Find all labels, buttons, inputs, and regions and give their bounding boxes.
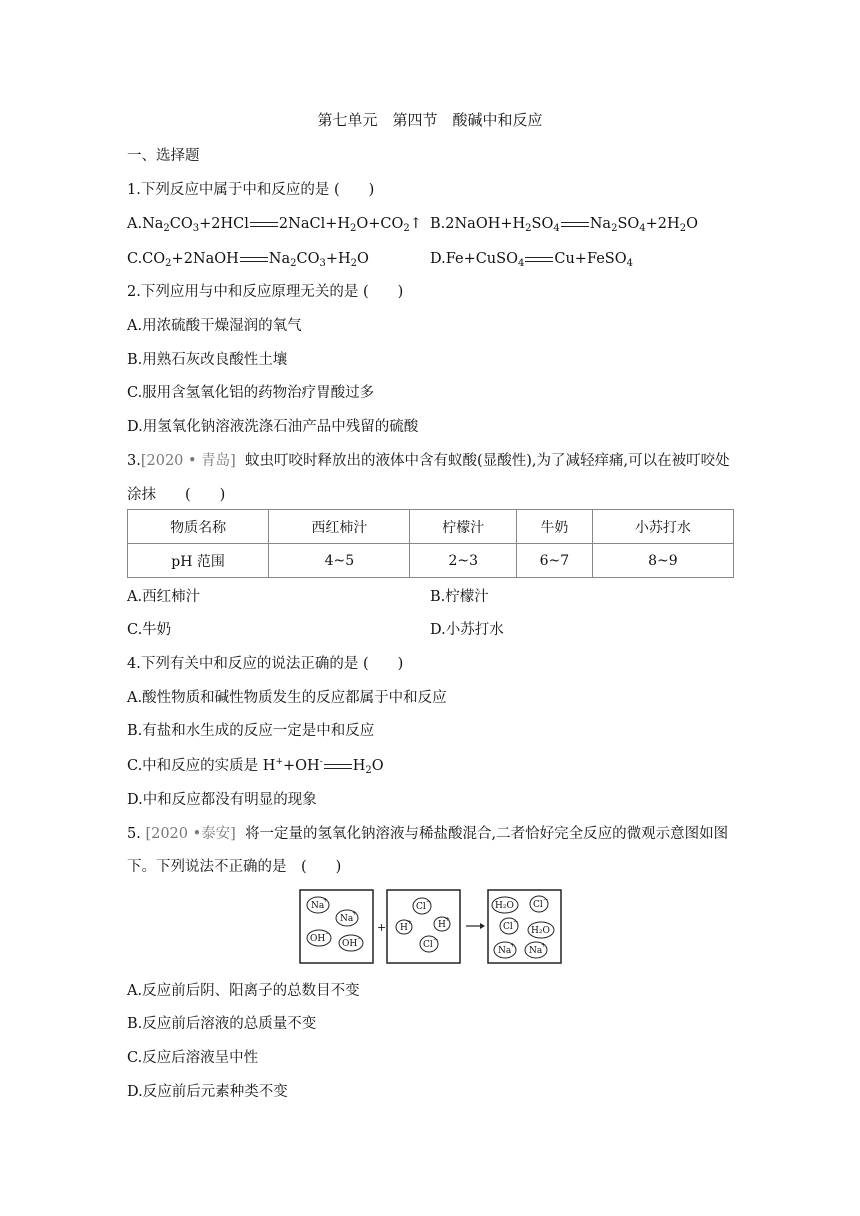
svg-text:+: + <box>407 919 413 926</box>
ion-h <box>434 916 450 931</box>
table-cell: 物质名称 <box>128 510 269 544</box>
ion-cl <box>530 896 548 912</box>
svg-text:Cl: Cl <box>533 900 543 910</box>
ion-cl <box>413 898 431 914</box>
arrow-head-icon <box>480 923 485 929</box>
svg-text:H: H <box>438 920 446 930</box>
ion-cl <box>420 936 438 952</box>
ion-na <box>336 910 358 926</box>
equals-sign <box>324 764 352 769</box>
q3-option-c: C.牛奶 <box>127 622 172 638</box>
q3-option-b: B.柠檬汁 <box>430 589 489 605</box>
plus-sign: + <box>377 921 387 934</box>
q2-option-c: C.服用含氢氧化铝的药物治疗胃酸过多 <box>127 385 375 401</box>
q5-option-c: C.反应后溶液呈中性 <box>127 1050 259 1066</box>
svg-text:H₂O: H₂O <box>495 901 514 911</box>
equals-sign <box>250 222 278 227</box>
table-cell: 8~9 <box>592 544 733 578</box>
q1-option-a: $A.Na_2CO_3+2HCl$ $2NaCl+H_2O+CO_2↑$ <box>127 216 422 234</box>
q2-option-d: D.用氢氧化钠溶液洗涤石油产品中残留的硫酸 <box>127 419 419 435</box>
svg-text:+: + <box>541 942 547 949</box>
q2-option-b: B.用熟石灰改良酸性土壤 <box>127 352 288 368</box>
q4-option-b: B.有盐和水生成的反应一定是中和反应 <box>127 723 375 739</box>
q2-stem: 2.下列应用与中和反应原理无关的是 ( ) <box>127 284 404 300</box>
q1-option-c: $C.CO_2+2NaOH$ $Na_2CO_3+H_2O$ <box>127 251 369 269</box>
table-cell: 2~3 <box>410 544 517 578</box>
table-cell: 西红柿汁 <box>269 510 410 544</box>
svg-text:+: + <box>510 942 516 949</box>
q4-option-a: A.酸性物质和碱性物质发生的反应都属于中和反应 <box>127 690 447 706</box>
svg-text:Na: Na <box>529 946 543 956</box>
table-cell: 6~7 <box>517 544 593 578</box>
q3-option-a: A.西红柿汁 <box>127 589 201 605</box>
q4-option-d: D.中和反应都没有明显的现象 <box>127 792 317 808</box>
svg-text:+: + <box>323 897 329 904</box>
ion-oh <box>307 930 331 946</box>
svg-text:−: − <box>426 898 432 905</box>
svg-text:H₂O: H₂O <box>531 926 550 936</box>
q1-option-d: D.Fe+CuSO$_4$ Cu+FeSO$_4$ <box>430 251 633 269</box>
svg-text:H: H <box>400 923 408 933</box>
svg-text:+: + <box>352 910 358 917</box>
q1-stem: 1.下列反应中属于中和反应的是 ( ) <box>127 182 375 198</box>
table-cell: 4~5 <box>269 544 410 578</box>
molecule-h2o <box>492 897 518 913</box>
table-cell: 柠檬汁 <box>410 510 517 544</box>
q5-stem: 5. [2020 •泰安] 将一定量的氢氧化钠溶液与稀盐酸混合,二者恰好完全反应的微观示意图如图 <box>127 826 729 842</box>
ion-oh <box>339 935 363 951</box>
molecule-h2o <box>528 922 554 938</box>
q1-option-b: $B.2NaOH+H_2SO_4$ $Na_2SO_4+2H_2O$ <box>430 216 698 234</box>
q3-option-d: D.小苏打水 <box>430 622 504 638</box>
q4-option-c: C.中和反应的实质是 H++OH- $H_2O$ <box>127 757 384 776</box>
table-row <box>128 510 734 544</box>
q2-option-a: A.用浓硫酸干燥湿润的氧气 <box>127 318 302 334</box>
equals-sign <box>561 222 589 227</box>
svg-text:−: − <box>357 935 363 942</box>
svg-text:Na: Na <box>498 946 512 956</box>
svg-text:OH: OH <box>310 934 326 944</box>
svg-text:−: − <box>433 936 439 943</box>
svg-text:−: − <box>325 930 331 937</box>
q4-stem: 4.下列有关中和反应的说法正确的是 ( ) <box>127 656 404 672</box>
svg-text:+: + <box>445 916 451 923</box>
svg-text:Cl: Cl <box>423 940 433 950</box>
q3-stem: 3.[2020 • 青岛] 蚊虫叮咬时释放出的液体中含有蚁酸(显酸性),为了减轻痒痛,可以在被叮咬处 <box>127 453 730 469</box>
svg-text:Na: Na <box>311 901 325 911</box>
svg-text:−: − <box>543 896 549 903</box>
section-heading: 一、选择题 <box>127 148 200 164</box>
equals-sign <box>525 257 553 262</box>
svg-text:Cl: Cl <box>416 902 426 912</box>
table-cell: pH 范围 <box>128 544 269 578</box>
reaction-diagram <box>298 888 563 968</box>
ion-h <box>396 919 412 934</box>
q3-source: [2020 • 青岛] <box>140 453 236 469</box>
ion-na <box>307 897 329 913</box>
equals-sign <box>240 257 268 262</box>
svg-text:Na: Na <box>340 914 354 924</box>
ion-na <box>525 942 547 958</box>
svg-text:OH: OH <box>342 939 358 949</box>
q5-option-b: B.反应前后溶液的总质量不变 <box>127 1016 317 1032</box>
svg-text:Cl: Cl <box>503 922 513 932</box>
q5-option-a: A.反应前后阴、阳离子的总数目不变 <box>127 983 360 999</box>
table-cell: 牛奶 <box>517 510 593 544</box>
q5-source: [2020 •泰安] <box>145 826 236 842</box>
page-title: 第七单元 第四节 酸碱中和反应 <box>317 111 543 129</box>
q5-option-d: D.反应前后元素种类不变 <box>127 1084 288 1100</box>
table-row <box>128 544 734 578</box>
ion-cl <box>500 918 518 934</box>
ion-na <box>494 942 516 958</box>
svg-text:−: − <box>513 918 519 925</box>
q3-stem-cont: 涂抹 ( ) <box>127 487 226 503</box>
table-cell: 小苏打水 <box>592 510 733 544</box>
q5-stem-cont: 下。下列说法不正确的是 ( ) <box>127 859 342 875</box>
ph-table <box>127 509 734 578</box>
